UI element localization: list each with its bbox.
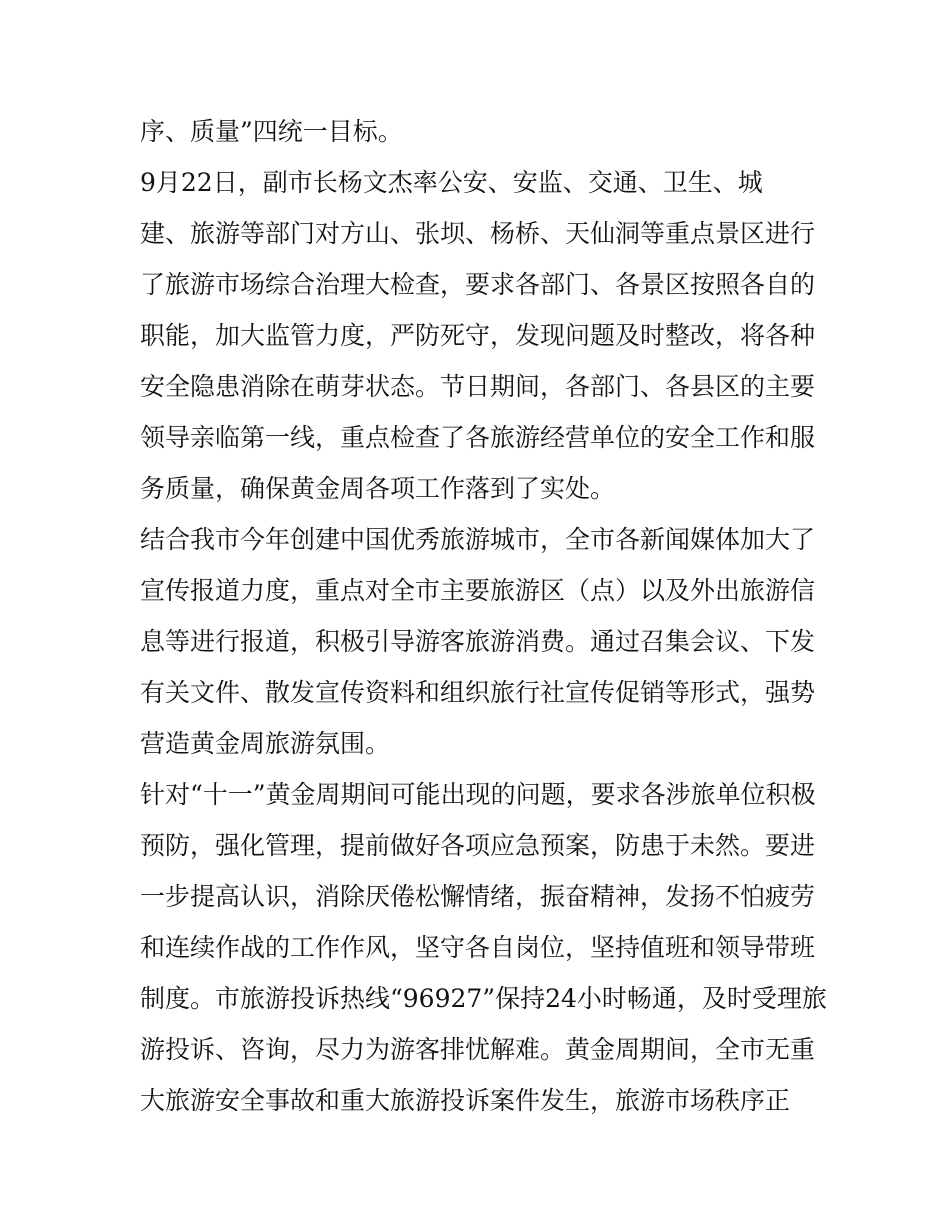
text-line-19: 游投诉、咨询，尽力为游客排忧解难。黄金周期间，全市无重 xyxy=(140,1035,816,1064)
text-line-13: 营造黄金周旅游氛围。 xyxy=(140,729,391,758)
text-line-15: 预防，强化管理，提前做好各项应急预案，防患于未然。要进 xyxy=(140,831,816,860)
text-line-9: 结合我市今年创建中国优秀旅游城市，全市各新闻媒体加大了 xyxy=(140,525,816,554)
text-line-17: 和连续作战的工作作风，坚守各自岗位，坚持值班和领导带班 xyxy=(140,933,816,962)
text-line-16: 一步提高认识，消除厌倦松懈情绪，振奋精神，发扬不怕疲劳 xyxy=(140,882,816,911)
text-line-14: 针对“十一”黄金周期间可能出现的问题，要求各涉旅单位积极 xyxy=(140,780,816,809)
text-line-4: 了旅游市场综合治理大检查，要求各部门、各景区按照各自的 xyxy=(140,270,816,299)
body-text xyxy=(140,106,827,1126)
text-line-6: 安全隐患消除在萌芽状态。节日期间，各部门、各县区的主要 xyxy=(140,372,816,401)
text-line-11: 息等进行报道，积极引导游客旅游消费。通过召集会议、下发 xyxy=(140,627,816,656)
text-line-3: 建、旅游等部门对方山、张坝、杨桥、天仙洞等重点景区进行 xyxy=(140,219,816,248)
text-line-10: 宣传报道力度，重点对全市主要旅游区（点）以及外出旅游信 xyxy=(140,576,816,605)
text-line-8: 务质量，确保黄金周各项工作落到了实处。 xyxy=(140,474,616,503)
text-line-5: 职能，加大监管力度，严防死守，发现问题及时整改，将各种 xyxy=(140,321,816,350)
text-line-1: 序、质量”四统一目标。 xyxy=(140,117,403,146)
text-line-12: 有关文件、散发宣传资料和组织旅行社宣传促销等形式，强势 xyxy=(140,678,816,707)
text-line-2: 9月22日，副市长杨文杰率公安、安监、交通、卫生、城 xyxy=(140,168,763,197)
text-line-18: 制度。市旅游投诉热线“96927”保持24小时畅通，及时受理旅 xyxy=(140,984,827,1013)
text-line-7: 领导亲临第一线，重点检查了各旅游经营单位的安全工作和服 xyxy=(140,423,816,452)
text-line-20: 大旅游安全事故和重大旅游投诉案件发生，旅游市场秩序正 xyxy=(140,1086,791,1115)
